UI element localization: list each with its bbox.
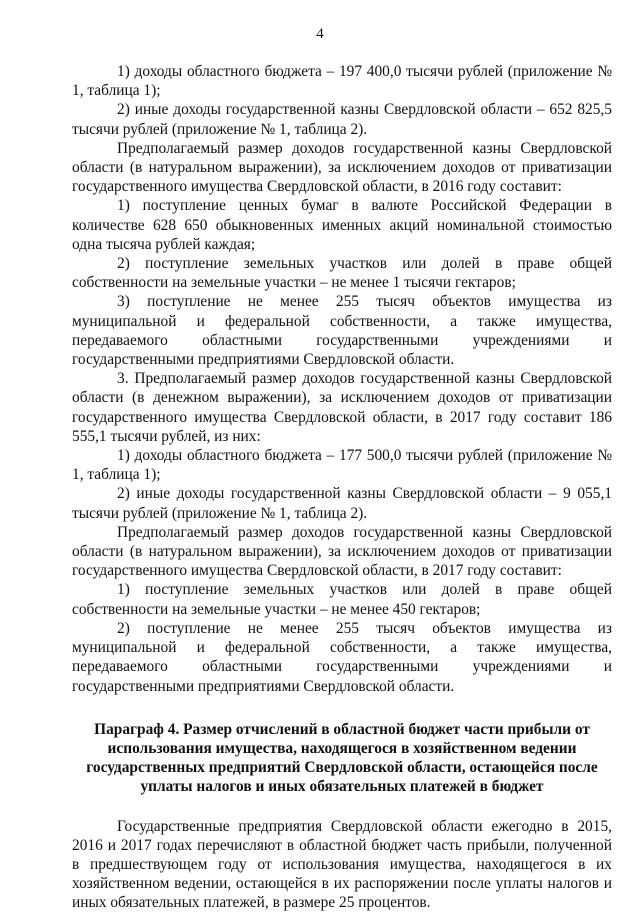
paragraph: 2) поступление не менее 255 тысяч объектов имущества из муниципальной и федеральной собственности, а также имущества, передаваемого областными государственными учреждениями и государственными предприятиями Свердловской области. bbox=[72, 619, 612, 695]
paragraph: 1) поступление земельных участков или долей в праве общей собственности на земельные участки – не менее 450 гектаров; bbox=[72, 581, 612, 618]
paragraph: 2) иные доходы государственной казны Свердловской области – 9 055,1 тысячи рублей (приложение № 1, таблица 2). bbox=[72, 485, 612, 522]
section-heading: Параграф 4. Размер отчислений в областной бюджет части прибыли от использования имущества, находящегося в хозяйственном ведении государственных предприятий Свердловской области, остающейся после уплаты налогов и иных обязательных платежей в бюджет bbox=[86, 720, 598, 796]
paragraph: 3) поступление не менее 255 тысяч объектов имущества из муниципальной и федеральной собственности, а также имущества, передаваемого областными государственными учреждениями и государственными предприятиями Свердловской области. bbox=[72, 293, 612, 369]
paragraph: 3. Предполагаемый размер доходов государственной казны Свердловской области (в денежном выражении), за исключением доходов от приватизации государственного имущества Свердловской области, в 2017 году составит 186 555,1 тысячи рублей, из них: bbox=[72, 370, 612, 445]
paragraph: Предполагаемый размер доходов государственной казны Свердловской области (в натуральном выражении), за исключением доходов от приватизации государственного имущества Свердловской области, в 2017 году составит: bbox=[72, 523, 612, 580]
paragraph: 1) доходы областного бюджета – 197 400,0 тысячи рублей (приложение № 1, таблица 1); bbox=[72, 63, 612, 100]
document-body bbox=[72, 62, 612, 913]
paragraph: Государственные предприятия Свердловской области ежегодно в 2015, 2016 и 2017 годах перечисляют в областной бюджет часть прибыли, полученной в предшествующем году от использования имущества, находящегося в их хозяйственном ведении, остающейся в их распоряжении после уплаты налогов и иных обязательных платежей, в размере 25 процентов. bbox=[72, 817, 612, 912]
paragraph: 2) поступление земельных участков или долей в праве общей собственности на земельные участки – не менее 1 тысячи гектаров; bbox=[72, 255, 612, 292]
paragraph: Предполагаемый размер доходов государственной казны Свердловской области (в натуральном выражении), за исключением доходов от приватизации государственного имущества Свердловской области, в 2016 году составит: bbox=[72, 139, 612, 196]
page-number: 4 bbox=[316, 26, 324, 42]
paragraph: 1) доходы областного бюджета – 177 500,0 тысячи рублей (приложение № 1, таблица 1); bbox=[72, 447, 612, 484]
paragraph: 1) поступление ценных бумаг в валюте Российской Федерации в количестве 628 650 обыкновенных именных акций номинальной стоимостью одна тысяча рублей каждая; bbox=[72, 197, 612, 253]
paragraph: 2) иные доходы государственной казны Свердловской области – 652 825,5 тысячи рублей (приложение № 1, таблица 2). bbox=[72, 101, 612, 138]
